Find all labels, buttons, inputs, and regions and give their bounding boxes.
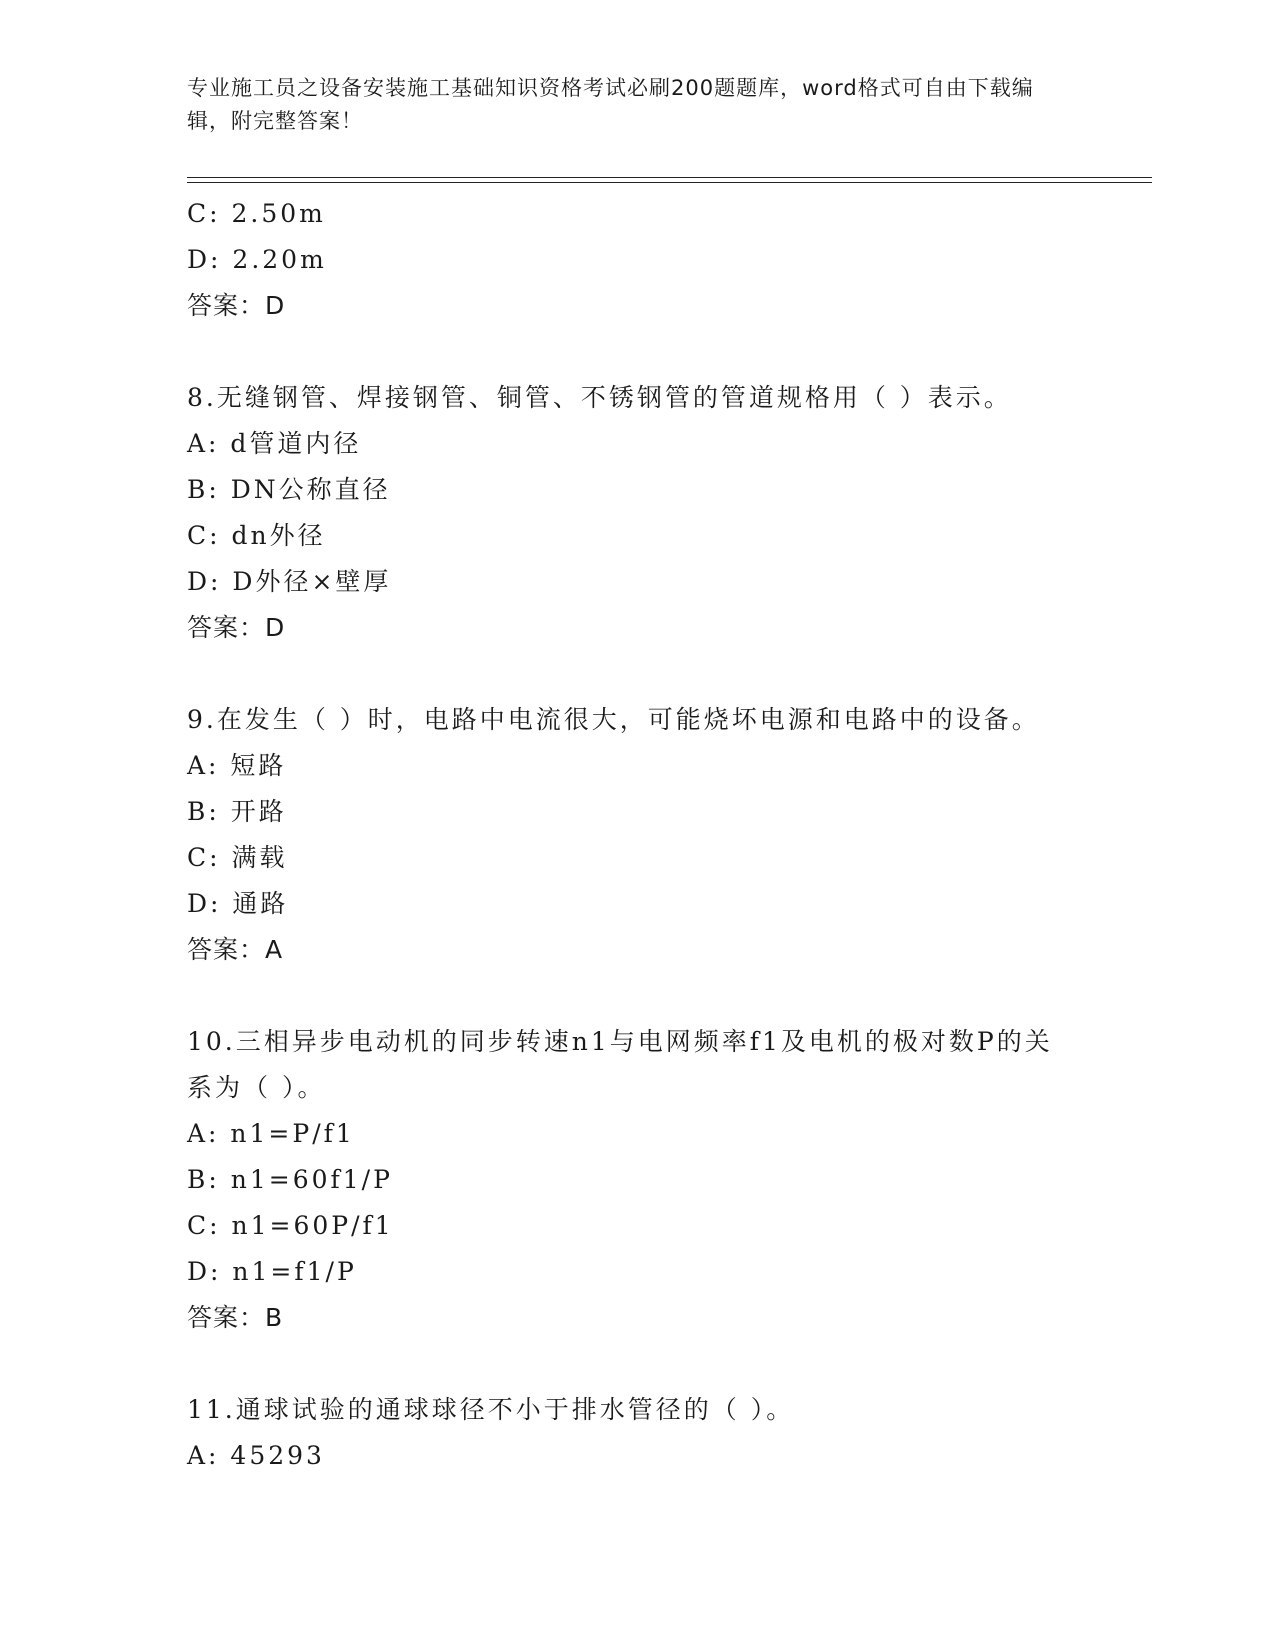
document-header	[187, 72, 1067, 138]
prev-answer: 答案：D	[187, 291, 286, 320]
q8-option-b: B: DN公称直径	[187, 475, 391, 504]
prev-option-d: D: 2.20m	[187, 245, 327, 274]
header-rule-bottom	[187, 182, 1152, 183]
q10-option-b: B: n1=60f1/P	[187, 1165, 393, 1194]
q10-answer: 答案：B	[187, 1303, 284, 1332]
q8-answer: 答案：D	[187, 613, 286, 642]
q9-option-d: D: 通路	[187, 889, 289, 918]
spacer	[187, 651, 1087, 697]
q10-option-c: C: n1=60P/f1	[187, 1211, 394, 1240]
spacer	[187, 973, 1087, 1019]
header-rule-top	[187, 177, 1152, 178]
q9-stem: 9.在发生（ ）时，电路中电流很大，可能烧坏电源和电路中的设备。	[187, 705, 1040, 734]
q9-answer: 答案：A	[187, 935, 284, 964]
prev-option-c: C: 2.50m	[187, 199, 326, 228]
q8-option-a: A: d管道内径	[187, 429, 362, 458]
q8-option-c: C: dn外径	[187, 521, 326, 550]
q9-option-a: A: 短路	[187, 751, 287, 780]
q10-option-d: D: n1=f1/P	[187, 1257, 357, 1286]
q9-option-c: C: 满载	[187, 843, 288, 872]
spacer	[187, 1341, 1087, 1387]
document-body	[187, 191, 1087, 1479]
spacer	[187, 329, 1087, 375]
q9-option-b: B: 开路	[187, 797, 287, 826]
q8-stem: 8.无缝钢管、焊接钢管、铜管、不锈钢管的管道规格用（ ）表示。	[187, 383, 1012, 412]
header-title: 专业施工员之设备安装施工基础知识资格考试必刷200题题库，word格式可自由下载编辑，附完整答案！	[187, 76, 1034, 133]
q11-stem: 11.通球试验的通球球径不小于排水管径的（ ）。	[187, 1395, 795, 1424]
q10-stem: 10.三相异步电动机的同步转速n1与电网频率f1及电机的极对数P的关系为（ ）。	[187, 1027, 1053, 1102]
q8-option-d: D: D外径×壁厚	[187, 567, 392, 596]
q11-option-a: A: 45293	[187, 1441, 325, 1470]
q10-option-a: A: n1=P/f1	[187, 1119, 355, 1148]
